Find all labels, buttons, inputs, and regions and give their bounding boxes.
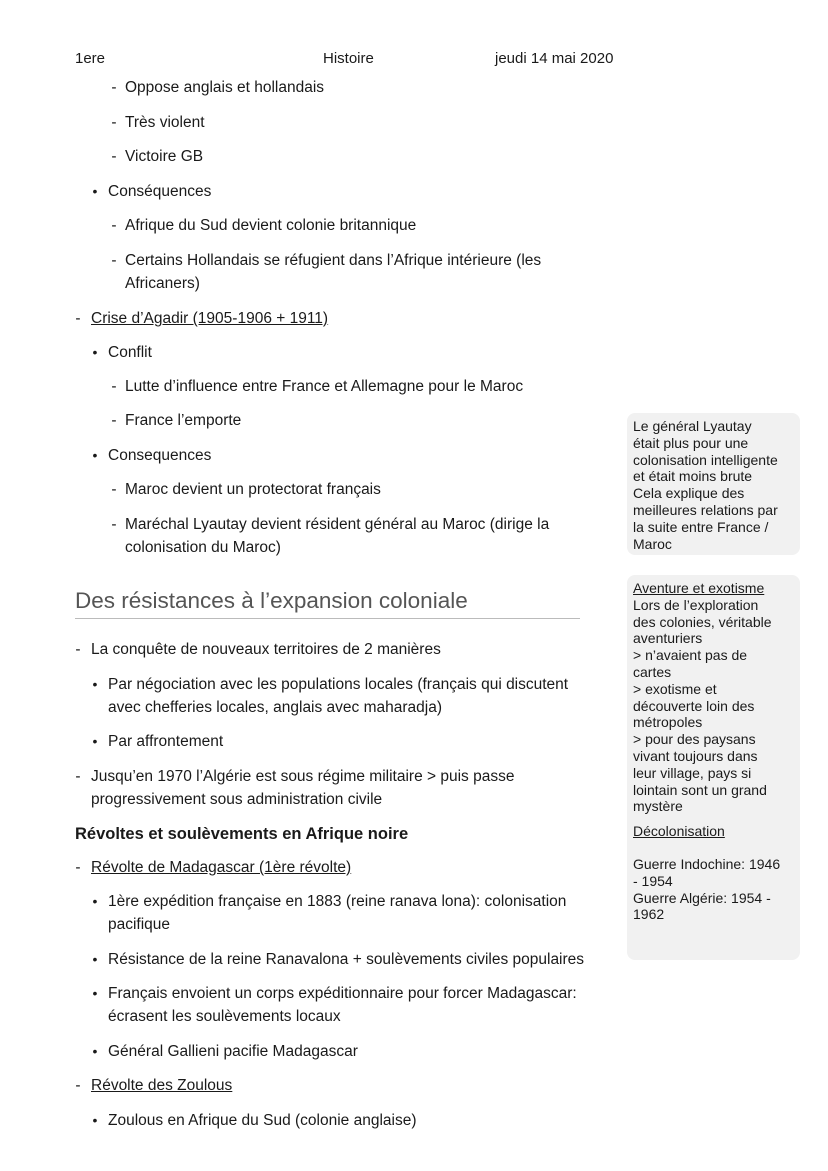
bullet-marker: • (92, 676, 98, 692)
note-line: - 1954 (633, 872, 673, 889)
dash-marker: - (111, 412, 117, 429)
list-item-continued: colonisation du Maroc) (125, 539, 281, 556)
bullet-marker: • (92, 1043, 98, 1059)
dash-marker: - (75, 1077, 81, 1094)
list-item-continued: écrasent les soulèvements locaux (108, 1008, 341, 1025)
note-line: lointain sont un grand (633, 781, 767, 798)
note-line: cartes (633, 663, 672, 680)
note-line: Maroc (633, 535, 672, 552)
list-item: Conflit (108, 344, 152, 361)
list-item: Par négociation avec les populations locales (français qui discutent (108, 676, 569, 693)
note-line: des colonies, véritable (633, 613, 772, 630)
dash-marker: - (111, 481, 117, 498)
list-item: Par affrontement (108, 733, 224, 750)
list-item-continued: Africaners) (125, 275, 200, 292)
note-line: métropoles (633, 714, 703, 731)
dash-marker: - (75, 859, 81, 876)
list-item: Consequences (108, 447, 212, 464)
dash-marker: - (75, 310, 81, 327)
note-line: était plus pour une (633, 434, 749, 451)
list-item: Maréchal Lyautay devient résident général au Maroc (dirige la (125, 516, 550, 533)
note-line: Lors de l’exploration (633, 596, 759, 613)
note-title: Aventure et exotisme (633, 580, 765, 596)
note-line: vivant toujours dans (633, 747, 758, 764)
note-line: > n’avaient pas de (633, 647, 748, 664)
note-line: 1962 (633, 906, 665, 923)
note-line: colonisation intelligente (633, 451, 778, 468)
list-item: France l’emporte (125, 412, 242, 429)
list-item: Certains Hollandais se réfugient dans l’Afrique intérieure (les (125, 252, 542, 269)
bullet-marker: • (92, 447, 98, 463)
note-line: Guerre Indochine: 1946 (633, 855, 781, 872)
bullet-marker: • (92, 733, 98, 749)
list-item: Zoulous en Afrique du Sud (colonie anglaise) (108, 1112, 417, 1129)
side-note-lyautay (627, 413, 800, 555)
dash-marker: - (75, 768, 81, 785)
note-line: > pour des paysans (633, 731, 756, 748)
dash-marker: - (111, 79, 117, 96)
list-item: Très violent (125, 114, 205, 131)
header-subject: Histoire (323, 50, 374, 67)
bullet-marker: • (92, 985, 98, 1001)
bullet-marker: • (92, 951, 98, 967)
dash-marker: - (111, 148, 117, 165)
list-item: 1ère expédition française en 1883 (reine ranava lona): colonisation (108, 893, 567, 910)
note-line: leur village, pays si (633, 764, 752, 781)
note-line: meilleures relations par (633, 501, 778, 518)
note-line: aventuriers (633, 630, 703, 647)
section-title: Crise d’Agadir (1905-1906 + 1911) (91, 310, 329, 327)
list-item: Résistance de la reine Ranavalona + soulèvements civiles populaires (108, 951, 585, 968)
bullet-marker: • (92, 893, 98, 909)
list-item: La conquête de nouveaux territoires de 2 manières (91, 641, 441, 658)
list-item: Oppose anglais et hollandais (125, 79, 325, 96)
section-title: Révolte des Zoulous (91, 1077, 233, 1094)
dash-marker: - (111, 378, 117, 395)
list-item-continued: pacifique (108, 916, 171, 933)
list-item: Conséquences (108, 183, 212, 200)
dash-marker: - (75, 641, 81, 658)
note-line: Guerre Algérie: 1954 - (633, 889, 771, 906)
bullet-marker: • (92, 344, 98, 360)
note-title: Décolonisation (633, 823, 725, 840)
list-item-continued: progressivement sous administration civile (91, 791, 383, 808)
side-note-aventure (627, 575, 800, 960)
header-level: 1ere (75, 50, 106, 67)
note-line: mystère (633, 798, 683, 815)
list-item: Lutte d’influence entre France et Allemagne pour le Maroc (125, 378, 524, 395)
list-item: Victoire GB (125, 148, 204, 165)
header-date: jeudi 14 mai 2020 (495, 50, 614, 67)
dash-marker: - (111, 217, 117, 234)
list-item: Maroc devient un protectorat français (125, 481, 381, 498)
subsection-heading: Révoltes et soulèvements en Afrique noire (75, 825, 409, 843)
note-line: Cela explique des (633, 485, 745, 502)
bullet-marker: • (92, 1112, 98, 1128)
dash-marker: - (111, 516, 117, 533)
dash-marker: - (111, 114, 117, 131)
note-line: découverte loin des (633, 697, 755, 714)
note-line: la suite entre France / (633, 518, 769, 535)
dash-marker: - (111, 252, 117, 269)
bullet-marker: • (92, 183, 98, 199)
list-item-continued: avec chefferies locales, anglais avec maharadja) (108, 699, 443, 716)
list-item: Français envoient un corps expéditionnaire pour forcer Madagascar: (108, 985, 577, 1002)
section-title: Révolte de Madagascar (1ère révolte) (91, 859, 352, 876)
section-heading: Des résistances à l’expansion coloniale (75, 586, 580, 619)
list-item: Général Gallieni pacifie Madagascar (108, 1043, 358, 1060)
note-line: > exotisme et (633, 680, 717, 697)
list-item: Afrique du Sud devient colonie britannique (125, 217, 417, 234)
list-item: Jusqu’en 1970 l’Algérie est sous régime militaire > puis passe (91, 768, 515, 785)
note-line: Le général Lyautay (633, 418, 752, 434)
note-line: et était moins brute (633, 468, 753, 485)
